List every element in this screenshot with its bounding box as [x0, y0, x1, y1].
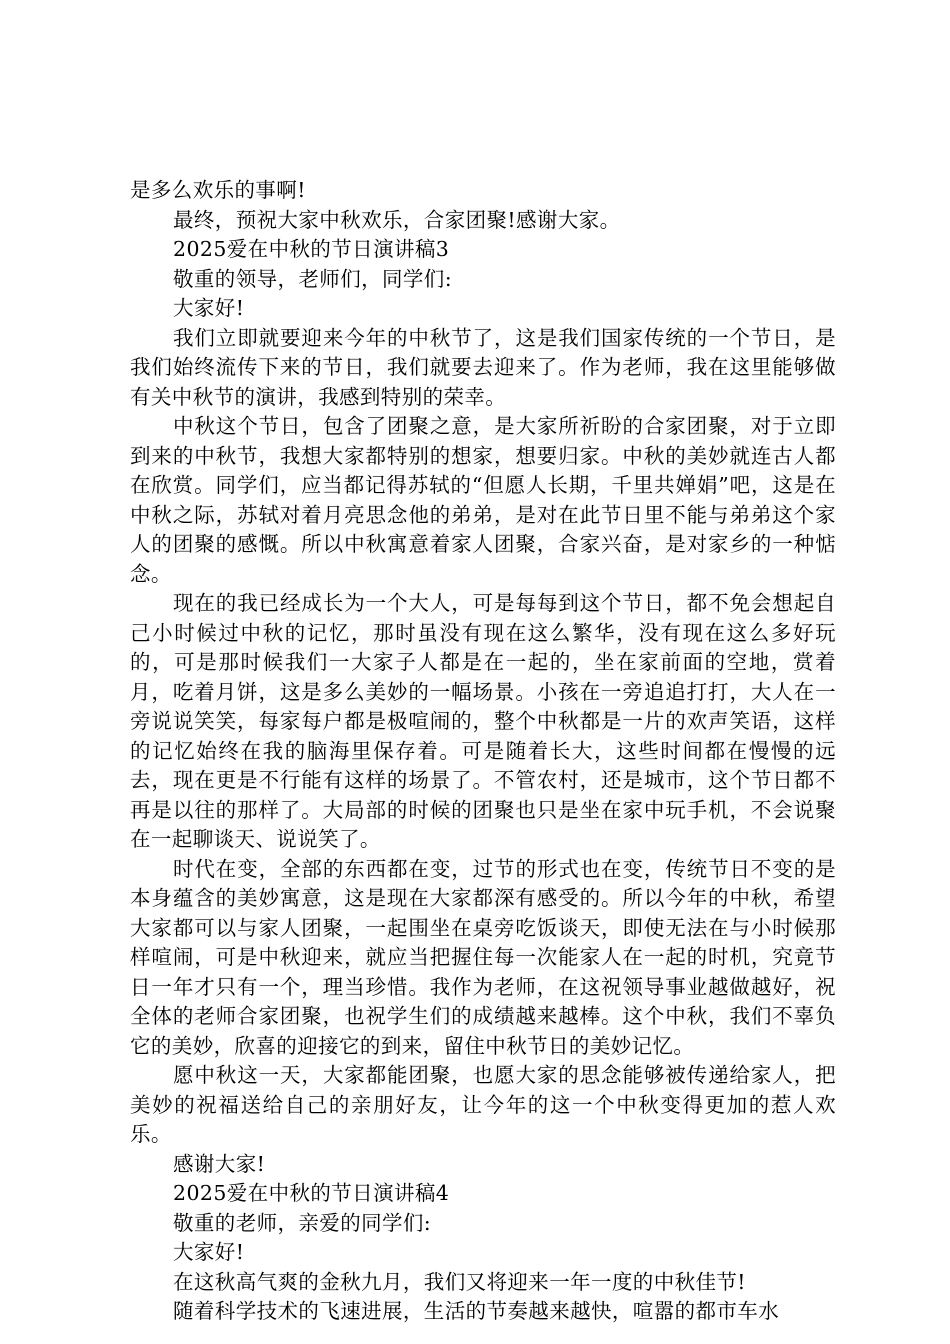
greeting-3: 大家好!: [173, 296, 245, 320]
paragraph-10: 愿中秋这一天，大家都能团聚，也愿大家的思念能够被传递给家人，把美妙的祝福送给自己的亲朋好友，让今年的这一个中秋变得更加的惹人欢乐。: [130, 1063, 836, 1146]
paragraph-7: 中秋这个节日，包含了团聚之意，是大家所祈盼的合家团聚，对于立即到来的中秋节，我想大家都特别的想家，想要归家。中秋的美妙就连古人都在欣赏。同学们，应当都记得苏轼的“但愿人长期，千里共婵娟”吧，这是在中秋之际，苏轼对着月亮思念他的弟弟，是对在此节日里不能与弟弟这个家人的团聚的感慨。所以中秋寓意着家人团聚，合家兴奋，是对家乡的一种惦念。: [130, 414, 836, 586]
paragraph-16: 随着科学技术的飞速进展，生活的节奏越来越快，喧嚣的都市车水: [173, 1299, 780, 1323]
document-body: [130, 176, 836, 1327]
paragraph-8: 现在的我已经成长为一个大人，可是每每到这个节日，都不免会想起自己小时候过中秋的记忆，那时虽没有现在这么繁华，没有现在这么多好玩的，可是那时候我们一大家子人都是在一起的，坐在家前面的空地，赏着月，吃着月饼，这是多么美妙的一幅场景。小孩在一旁追追打打，大人在一旁说说笑笑，每家每户都是极喧闹的，整个中秋都是一片的欢声笑语，这样的记忆始终在我的脑海里保存着。可是随着长大，这些时间都在慢慢的远去，现在更是不行能有这样的场景了。不管农村，还是城市，这个节日都不再是以往的那样了。大局部的时候的团聚也只是坐在家中玩手机，不会说聚在一起聊谈天、说说笑了。: [130, 591, 836, 851]
thanks-3: 感谢大家!: [173, 1151, 266, 1176]
paragraph-9: 时代在变，全部的东西都在变，过节的形式也在变，传统节日不变的是本身蕴含的美妙寓意，这是现在大家都深有感受的。所以今年的中秋，希望大家都可以与家人团聚，一起围坐在桌旁吃饭谈天，即使无法在与小时候那样喧闹，可是中秋迎来，就应当把握住每一次能家人在一起的时机，究竟节日一年才只有一个，理当珍惜。我作为老师，在这祝领导事业越做越好，祝全体的老师合家团聚，也祝学生们的成绩越来越棒。这个中秋，我们不辜负它的美妙，欣喜的迎接它的到来，留住中秋节日的美妙记忆。: [130, 856, 836, 1058]
paragraph-15: 在这秋高气爽的金秋九月，我们又将迎来一年一度的中秋佳节!: [173, 1269, 746, 1294]
paragraph-6: 我们立即就要迎来今年的中秋节了，这是我们国家传统的一个节日，是我们始终流传下来的节日，我们就要去迎来了。作为老师，我在这里能够做有关中秋节的演讲，我感到特别的荣幸。: [130, 325, 836, 409]
greeting-4: 大家好!: [173, 1240, 245, 1264]
salutation-3: 敬重的领导，老师们，同学们:: [173, 266, 453, 291]
speech-title-3: 2025爱在中秋的节日演讲稿3: [173, 237, 450, 261]
salutation-4: 敬重的老师，亲爱的同学们:: [173, 1210, 432, 1235]
paragraph-1: 是多么欢乐的事啊!: [130, 178, 306, 202]
speech-title-4: 2025爱在中秋的节日演讲稿4: [173, 1181, 450, 1205]
paragraph-2: 最终，预祝大家中秋欢乐，合家团聚!感谢大家。: [173, 207, 621, 232]
